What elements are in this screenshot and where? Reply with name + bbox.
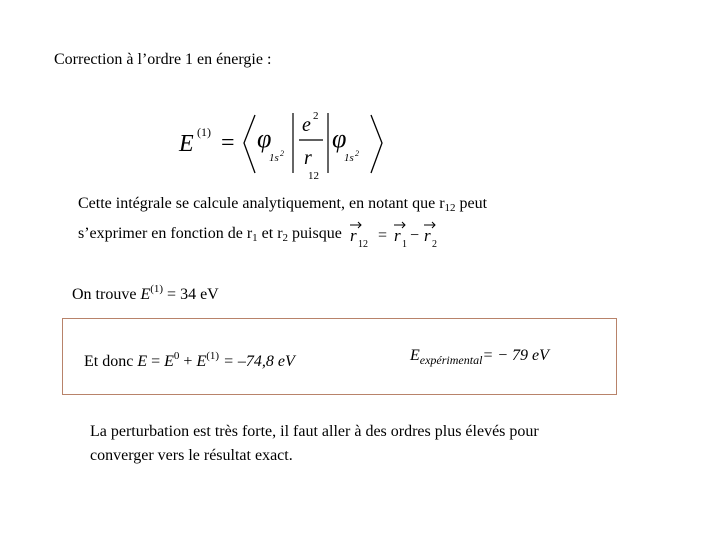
right-angle-bracket bbox=[371, 115, 382, 173]
result-first-order bbox=[72, 279, 219, 305]
exp-E: E bbox=[410, 347, 420, 364]
eq1-phi-left: φ bbox=[257, 124, 272, 153]
para1-line2 bbox=[78, 218, 638, 248]
trouve-prefix: On trouve bbox=[72, 286, 141, 303]
left-angle-bracket bbox=[244, 115, 255, 173]
eq1-equals: = bbox=[221, 130, 235, 156]
trouve-E: E bbox=[140, 286, 151, 303]
donc-sup0: 0 bbox=[173, 350, 180, 362]
donc-value: = –74,8 eV bbox=[219, 353, 295, 370]
eq1-state-sub-left: 1s bbox=[269, 152, 279, 164]
eq1-state-sup-right: 2 bbox=[355, 149, 359, 158]
eq2-r2: r bbox=[423, 226, 431, 245]
eq2-sub12: 12 bbox=[357, 239, 368, 248]
energy-correction-equation bbox=[175, 103, 395, 183]
para2-line1: La perturbation est très forte, il faut aller à des ordres plus élevés pour bbox=[90, 423, 539, 440]
eq1-state-sub-right: 1s bbox=[344, 152, 354, 164]
eq1-state-sup-left: 2 bbox=[280, 149, 284, 158]
donc-sup1: (1) bbox=[206, 350, 220, 362]
para1-text-d: et r bbox=[257, 225, 283, 242]
para2-line2: converger vers le résultat exact. bbox=[90, 447, 293, 464]
eq2-r1: r bbox=[393, 226, 401, 245]
donc-E0: E bbox=[164, 353, 174, 370]
donc-plus: + bbox=[179, 353, 197, 370]
paragraph-conclusion bbox=[90, 422, 690, 470]
para1-sub12: 12 bbox=[444, 202, 456, 214]
experimental-energy bbox=[410, 346, 549, 370]
eq2-equals: = bbox=[377, 227, 387, 244]
para1-text-b: peut bbox=[455, 195, 488, 212]
donc-E: E bbox=[137, 353, 148, 370]
eq1-lhs-sup: (1) bbox=[197, 125, 211, 139]
exp-sub: expérimental bbox=[419, 353, 483, 367]
eq2-r12: r bbox=[349, 226, 357, 245]
eq1-denominator: r bbox=[304, 147, 312, 169]
heading: Correction à l’ordre 1 en énergie : bbox=[54, 51, 272, 68]
paragraph-integral bbox=[78, 194, 638, 248]
donc-E1: E bbox=[196, 353, 207, 370]
eq2-minus: − bbox=[409, 227, 419, 244]
donc-eq: = bbox=[147, 353, 165, 370]
para1-sub1: 1 bbox=[252, 232, 258, 244]
para1-sub2: 2 bbox=[282, 232, 289, 244]
eq1-numerator: e bbox=[302, 114, 311, 136]
eq1-denominator-sub: 12 bbox=[308, 170, 319, 182]
para1-text-a: Cette intégrale se calcule analytiquement, en notant que r bbox=[78, 195, 445, 212]
eq1-phi-right: φ bbox=[332, 124, 347, 153]
trouve-value: = 34 eV bbox=[163, 286, 219, 303]
para1-text-e: puisque bbox=[288, 225, 342, 242]
total-energy bbox=[84, 346, 295, 372]
para1-text-c: s’exprimer en fonction de r bbox=[78, 225, 253, 242]
eq1-lhs: E bbox=[179, 131, 194, 157]
donc-prefix: Et donc bbox=[84, 353, 138, 370]
eq2-sub2: 2 bbox=[431, 239, 437, 248]
trouve-sup: (1) bbox=[150, 283, 164, 295]
exp-value: = − 79 eV bbox=[482, 347, 549, 364]
eq1-numerator-sup: 2 bbox=[313, 110, 319, 122]
vector-difference-equation bbox=[346, 218, 442, 248]
para1-line1 bbox=[78, 194, 638, 218]
eq2-sub1: 1 bbox=[401, 239, 407, 248]
